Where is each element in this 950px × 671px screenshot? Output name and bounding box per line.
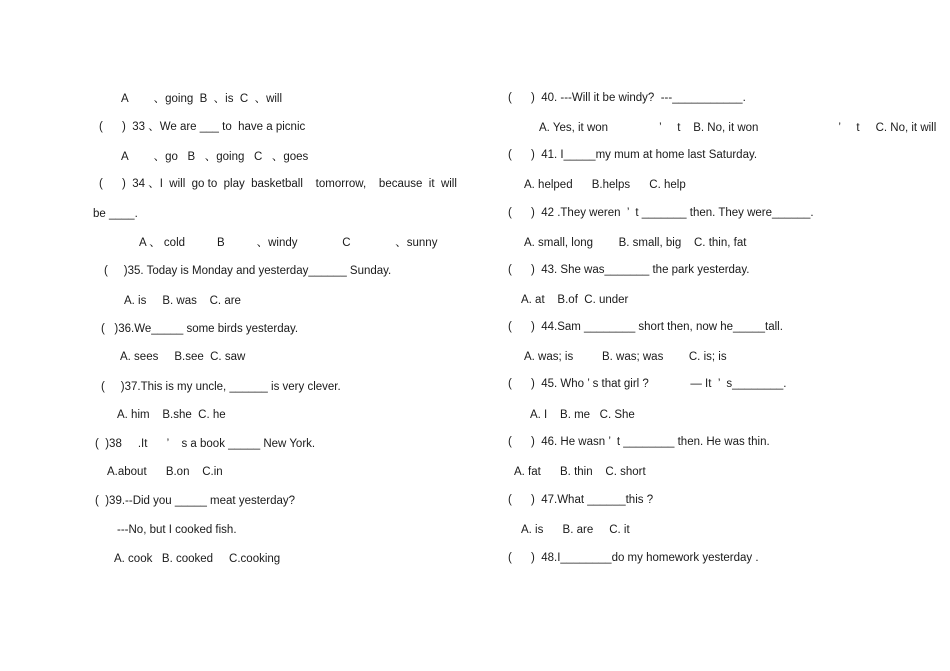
q42-question: ( ) 42 .They weren ’ t _______ then. They were______. <box>508 207 814 219</box>
q45-question: ( ) 45. Who ’ s that girl ? — It ’ s________. <box>508 378 787 390</box>
q40-options: A. Yes, it won ’ t B. No, it won ’ t C. No, it will <box>539 122 937 134</box>
q37-question: ( )37.This is my uncle, ______ is very clever. <box>101 381 341 393</box>
q34-question-continued: be ____. <box>93 208 138 220</box>
q38-options: A.about B.on C.in <box>107 466 223 478</box>
q43-question: ( ) 43. She was_______ the park yesterday. <box>508 264 750 276</box>
q34-question: ( ) 34 、I will go to play basketball tomorrow, because it will <box>99 178 457 190</box>
q45-options: A. I B. me C. She <box>530 409 635 421</box>
q36-options: A. sees B.see C. saw <box>120 351 246 363</box>
q33-options: A 、go B 、going C 、goes <box>121 151 309 163</box>
q47-options: A. is B. are C. it <box>521 524 630 536</box>
q35-question: ( )35. Today is Monday and yesterday______ Sunday. <box>104 265 392 277</box>
q35-options: A. is B. was C. are <box>124 295 241 307</box>
q36-question: ( )36.We_____ some birds yesterday. <box>101 323 299 335</box>
q38-question: ( )38 .It ’ s a book _____ New York. <box>95 438 316 450</box>
q41-question: ( ) 41. I_____my mum at home last Saturday. <box>508 149 758 161</box>
q39-options: A. cook B. cooked C.cooking <box>114 553 281 565</box>
q37-options: A. him B.she C. he <box>117 409 226 421</box>
q39-question: ( )39.--Did you _____ meat yesterday? <box>95 495 296 507</box>
q33-question: ( ) 33 、We are ___ to have a picnic <box>99 121 306 133</box>
q32-options: A 、going B 、is C 、will <box>121 93 283 105</box>
q44-options: A. was; is B. was; was C. is; is <box>524 351 727 363</box>
q44-question: ( ) 44.Sam ________ short then, now he_____tall. <box>508 321 783 333</box>
q48-question: ( ) 48.I________do my homework yesterday . <box>508 552 759 564</box>
q41-options: A. helped B.helps C. help <box>524 179 686 191</box>
q46-options: A. fat B. thin C. short <box>514 466 646 478</box>
q43-options: A. at B.of C. under <box>521 294 629 306</box>
q39-answer-line: ---No, but I cooked fish. <box>117 524 237 536</box>
q42-options: A. small, long B. small, big C. thin, fat <box>524 237 747 249</box>
q34-options: A 、 cold B 、windy C 、sunny <box>139 237 438 249</box>
q46-question: ( ) 46. He wasn ’ t ________ then. He was thin. <box>508 436 770 448</box>
q40-question: ( ) 40. ---Will it be windy? ---___________. <box>508 92 746 104</box>
q47-question: ( ) 47.What ______this ? <box>508 494 654 506</box>
